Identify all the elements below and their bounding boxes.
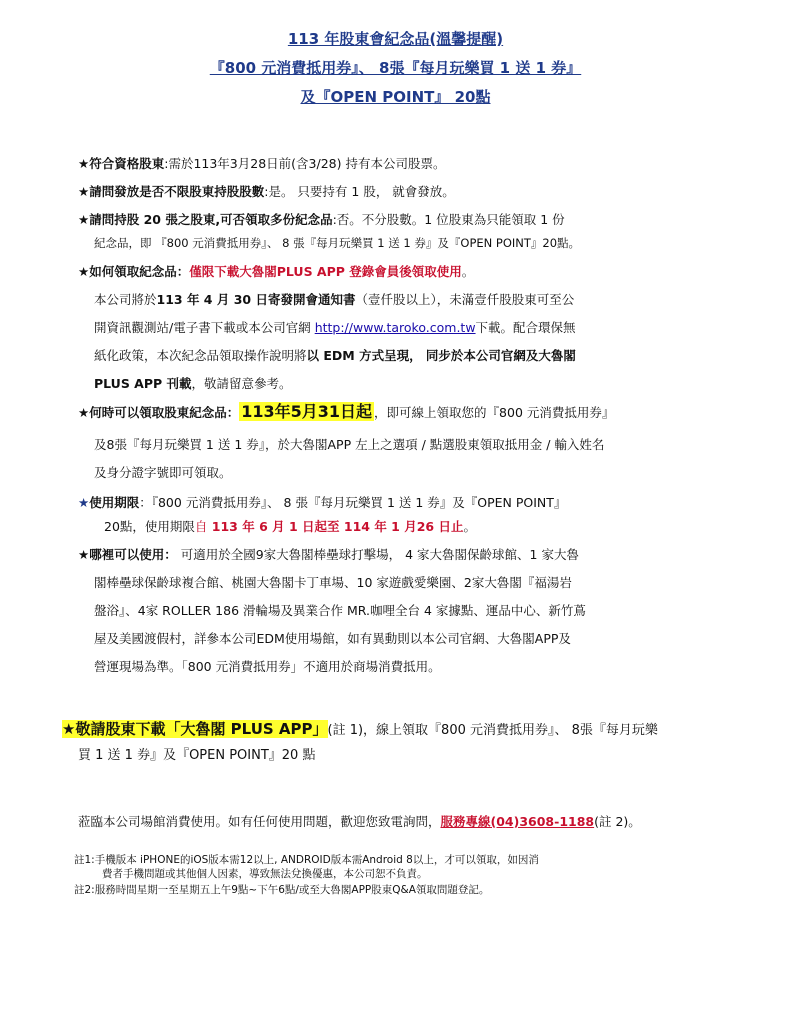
how-to-claim-item: ★如何領取紀念品：僅限下載大魯閣PLUS APP 登錄會員後領取使用。 — [78, 264, 475, 279]
eligibility-label: 符合資格股東 — [89, 156, 165, 171]
claim-date-text: ，即可線上領取您的『800 元消費抵用券』 — [374, 405, 615, 420]
eligibility-item — [78, 157, 445, 170]
multiple-gift-text: :否。不分股數。1 位股東為只能領取 1 份 — [332, 212, 565, 227]
claim-text: 紙化政策，本次紀念品領取操作說明將 — [94, 348, 307, 363]
star-icon: ★ — [78, 212, 90, 227]
note-1-line-2: 費者手機問題或其他個人因素，導致無法兌換優惠，本公司恕不負責。 — [102, 868, 428, 880]
star-icon: ★ — [78, 264, 90, 279]
venues-text: 可適用於全國9家大魯閣棒壘球打擊場， 4 家大魯閣保齡球館、1 家大魯 — [176, 547, 579, 562]
app-publish-notice: PLUS APP 刊載 — [94, 376, 192, 391]
claim-date-item — [78, 402, 615, 421]
claim-date-label: 何時可以領取股東紀念品： — [89, 405, 240, 420]
title-line-1: 113 年股東會紀念品(溫馨提醒) — [287, 30, 504, 48]
title-line-3: 及『OPEN POINT』 20點 — [300, 88, 491, 106]
period-text: 。 — [463, 519, 476, 534]
star-icon: ★ — [78, 547, 90, 562]
note-1-line-1: 註1:手機版本 iPHONE的iOS版本需12以上, ANDROID版本需Android 8以上，才可以領取，如因消 — [74, 854, 539, 866]
multiple-gift-item — [78, 213, 565, 226]
share-count-text: :是。 只要持有 1 股， 就會發放。 — [264, 184, 455, 199]
claim-text: （壹仟股以上），未滿壹仟股股東可至公 — [355, 292, 575, 307]
venues-line-3: 盤浴』、4家 ROLLER 186 滑輪場及異業合作 MR.咖哩全台 4 家據點、運品中心、新竹蔦 — [94, 603, 586, 618]
venues-item — [78, 548, 579, 561]
claim-text: 本公司將於 — [94, 292, 157, 307]
share-count-label: 請問發放是否不限股東持股股數 — [89, 184, 265, 199]
taroko-website-link[interactable]: http://www.taroko.com.tw — [314, 320, 476, 335]
download-app-line-2: 買 1 送 1 券』及『OPEN POINT』20 點 — [78, 748, 316, 763]
how-to-claim-requirement: 僅限下載大魯閣PLUS APP 登錄會員後領取使用 — [189, 264, 462, 279]
title-line-2: 『800 元消費抵用券』、 8張『每月玩樂買 1 送 1 券』 — [209, 59, 582, 77]
validity-text: 自 — [194, 519, 208, 534]
venues-line-4: 屋及美國渡假村，詳參本公司EDM使用場館，如有異動則以本公司官網、大魯閣APP及 — [94, 631, 571, 646]
validity-text: ：『800 元消費抵用券』、 8 張『每月玩樂買 1 送 1 券』及『OPEN POINT』 — [139, 495, 567, 510]
claim-date-line-2: 及8張『每月玩樂買 1 送 1 券』，於大魯閣APP 左上之選項 / 點選股東領取抵用金 / 輸入姓名 — [94, 437, 605, 452]
service-hotline: 服務專線(04)3608-1188 — [440, 814, 595, 829]
download-app-text: (註 1)，線上領取『800 元消費抵用券』、 8張『每月玩樂 — [327, 723, 658, 738]
claim-date-line-3: 及身分證字號即可領取。 — [94, 465, 232, 480]
edm-notice: 以 EDM 方式呈現， 同步於本公司官網及大魯閣 — [306, 348, 576, 363]
claim-paragraph-line-2 — [94, 321, 576, 334]
download-app-callout — [62, 718, 658, 739]
star-icon: ★ — [78, 495, 90, 510]
validity-text: 20點，使用期限 — [104, 519, 195, 534]
claim-text: 開資訊觀測站/電子書下載或本公司官網 — [94, 320, 315, 335]
claim-text: ，敬請留意參考。 — [191, 376, 292, 391]
contact-line — [78, 812, 641, 830]
contact-text: 蒞臨本公司場館消費使用。如有任何使用問題，歡迎您致電詢問， — [78, 814, 441, 829]
claim-paragraph-line-3 — [94, 349, 576, 362]
star-icon: ★ — [78, 405, 90, 420]
how-to-claim-label: 如何領取紀念品 — [89, 264, 177, 279]
venues-label: 哪裡可以使用： — [89, 547, 177, 562]
share-count-item — [78, 185, 455, 198]
note-2: 註2:服務時間星期一至星期五上午9點~下午6點/或至大魯閣APP股東Q&A領取問題登記。 — [74, 884, 490, 896]
validity-item — [78, 496, 566, 509]
note-ref: (註 2)。 — [594, 814, 641, 829]
claim-start-date: 113年5月31日起 — [241, 402, 373, 421]
star-icon: ★ — [78, 156, 90, 171]
venues-line-5: 營運現場為準。「800 元消費抵用券」不適用於商場消費抵用。 — [94, 659, 441, 674]
download-app-highlight: ★敬請股東下載「大魯閣 PLUS APP」 — [62, 720, 328, 738]
meeting-notice-date: 113 年 4 月 30 日寄發開會通知書 — [156, 292, 356, 307]
claim-text: 下載。配合環保無 — [475, 320, 576, 335]
validity-line-2 — [104, 520, 476, 533]
star-icon: ★ — [78, 184, 90, 199]
venues-line-2: 閣棒壘球保齡球複合館、桃園大魯閣卡丁車場、10 家遊戲愛樂園、2家大魯閣『福湯岩 — [94, 575, 572, 590]
claim-paragraph-line-1 — [94, 293, 574, 306]
eligibility-text: :需於113年3月28日前(含3/28) 持有本公司股票。 — [164, 156, 446, 171]
period-text: 。 — [461, 264, 475, 279]
multiple-gift-line-2: 紀念品，即 『800 元消費抵用券』、 8 張『每月玩樂買 1 送 1 券』及『OPEN POINT』20點。 — [94, 236, 581, 250]
claim-paragraph-line-4 — [94, 377, 292, 390]
validity-label: 使用期限 — [89, 495, 140, 510]
validity-period: 113 年 6 月 1 日起至 114 年 1 月26 日止 — [207, 519, 464, 534]
multiple-gift-label: 請問持股 20 張之股東,可否領取多份紀念品 — [89, 212, 333, 227]
